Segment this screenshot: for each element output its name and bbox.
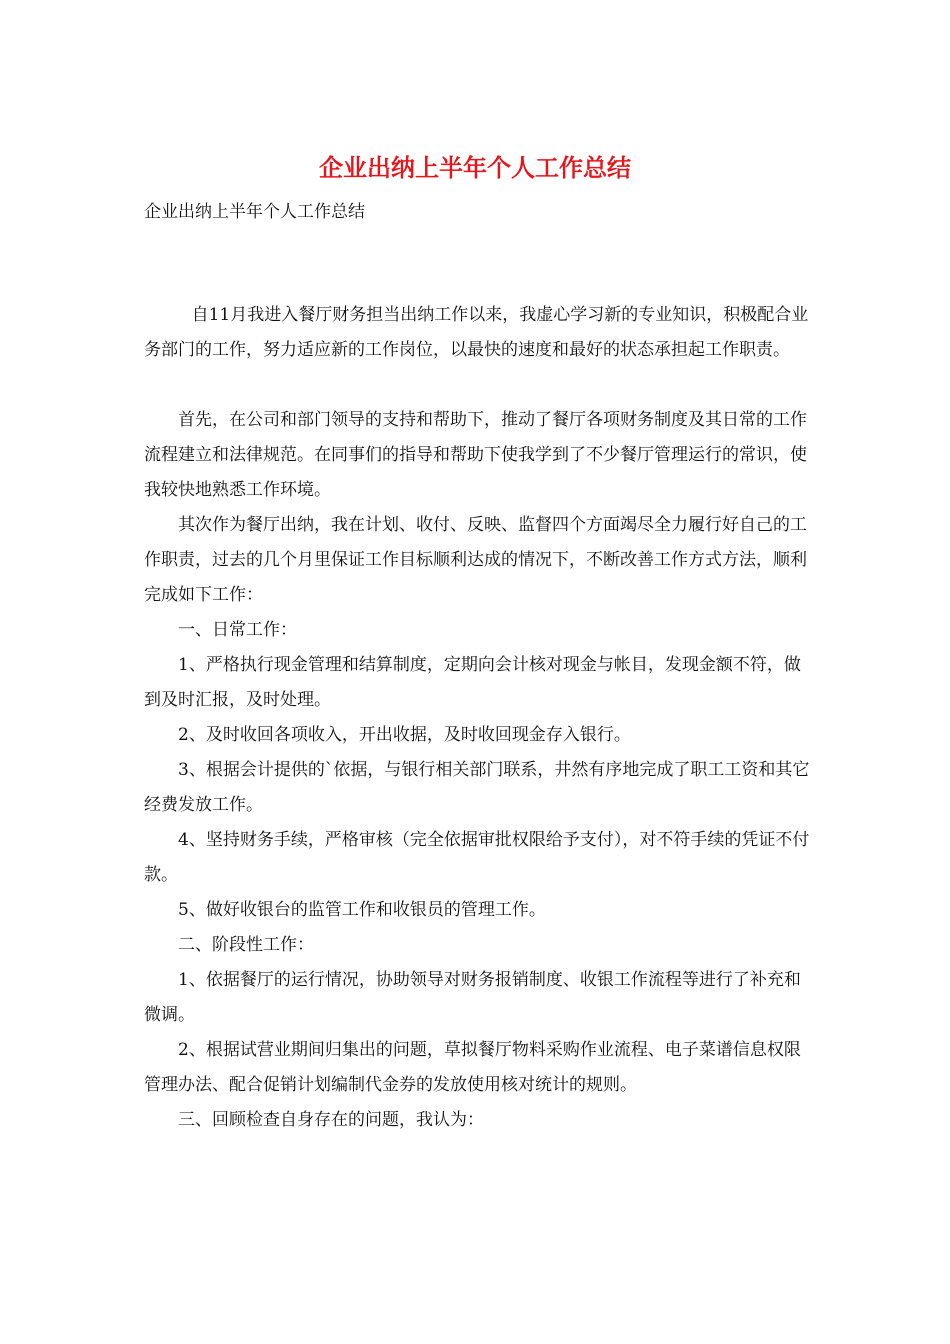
section-heading-review: 三、回顾检查自身存在的问题，我认为： [178, 1110, 484, 1130]
list-item: 5、做好收银台的监管工作和收银员的管理工作。 [178, 900, 546, 920]
section-heading-daily-work: 一、日常工作： [178, 620, 297, 640]
list-item: 1、依据餐厅的运行情况，协助领导对财务报销制度、收银工作流程等进行了补充和微调。 [144, 970, 801, 1025]
paragraph-first: 首先，在公司和部门领导的支持和帮助下，推动了餐厅各项财务制度及其日常的工作流程建立和法律规范。在同事们的指导和帮助下使我学到了不少餐厅管理运行的常识，使我较快地熟悉工作环境。 [144, 410, 807, 500]
document-body [144, 298, 812, 1138]
list-item: 4、坚持财务手续，严格审核（完全依据审批权限给予支付），对不符手续的凭证不付款。 [144, 830, 810, 885]
list-item: 3、根据会计提供的`依据，与银行相关部门联系，井然有序地完成了职工工资和其它经费发放工作。 [144, 760, 810, 815]
list-item: 2、根据试营业期间归集出的问题，草拟餐厅物料采购作业流程、电子菜谱信息权限管理办法、配合促销计划编制代金券的发放使用核对统计的规则。 [144, 1040, 801, 1095]
list-item: 2、及时收回各项收入，开出收据，及时收回现金存入银行。 [178, 725, 631, 745]
document-subtitle: 企业出纳上半年个人工作总结 [144, 202, 365, 222]
list-item: 1、严格执行现金管理和结算制度，定期向会计核对现金与帐目，发现金额不符，做到及时汇报，及时处理。 [144, 655, 801, 710]
paragraph-intro: 自11月我进入餐厅财务担当出纳工作以来，我虚心学习新的专业知识，积极配合业务部门的工作，努力适应新的工作岗位，以最快的速度和最好的状态承担起工作职责。 [144, 305, 809, 360]
page-title: 企业出纳上半年个人工作总结 [319, 153, 631, 182]
section-heading-phase-work: 二、阶段性工作： [178, 935, 314, 955]
paragraph-second: 其次作为餐厅出纳，我在计划、收付、反映、监督四个方面竭尽全力履行好自己的工作职责，过去的几个月里保证工作目标顺利达成的情况下，不断改善工作方式方法，顺利完成如下工作： [144, 515, 807, 605]
